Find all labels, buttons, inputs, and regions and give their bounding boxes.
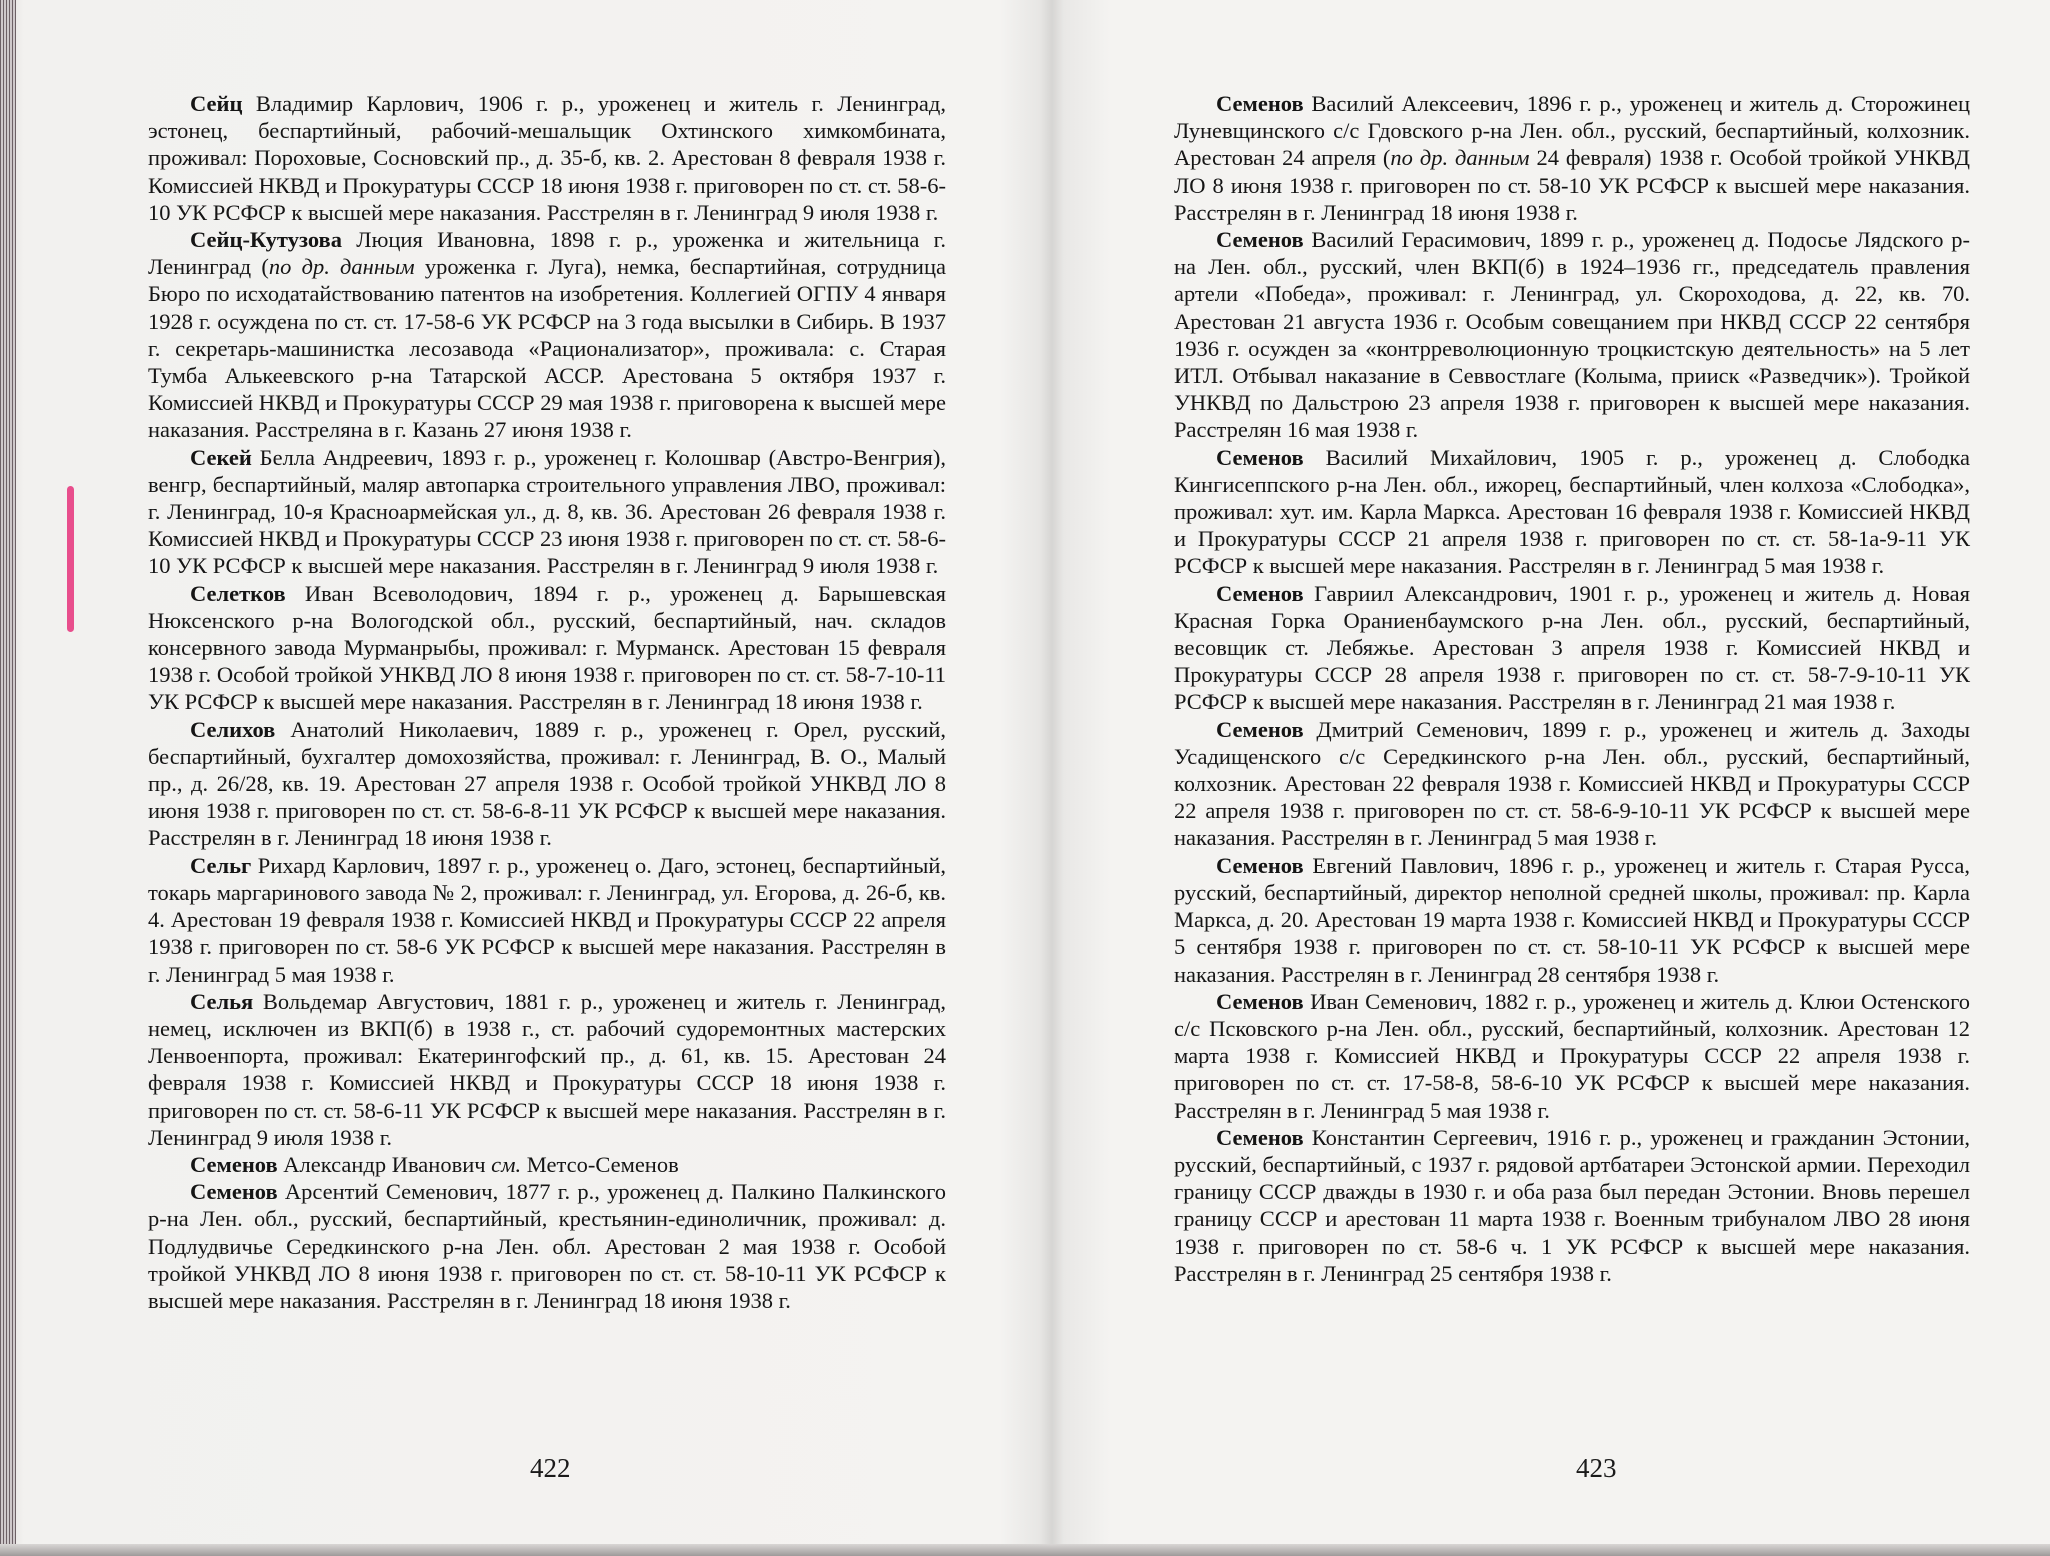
entry-surname: Секей <box>190 444 252 470</box>
entry-italic-note: по др. данным <box>268 254 415 280</box>
biography-entry <box>1174 988 1970 1124</box>
biography-entry <box>148 226 946 444</box>
entry-surname: Семенов <box>190 1151 278 1177</box>
biography-entry <box>148 716 946 852</box>
biography-entry <box>148 1178 946 1314</box>
pink-highlight-mark <box>67 486 74 632</box>
biography-entry <box>1174 226 1970 444</box>
biography-entry <box>148 580 946 716</box>
entry-surname: Семенов <box>1216 580 1304 606</box>
entry-text: Дмитрий Семенович, 1899 г. р., уроженец и житель д. Заходы Усадищенского с/с Середкинского р-на Лен. обл., русский, беспартийный, колхозник. Арестован 22 февраля 1938 г. Комиссией НКВД и Прокуратуры СССР 22 апреля 1938 г. приговорен по ст. ст. 58-6-9-10-11 УК РСФСР к высшей мере наказания. Расстрелян в г. Ленинград 5 мая 1938 г. <box>1174 716 1970 851</box>
entry-surname: Семенов <box>1216 444 1304 470</box>
entry-surname: Сельг <box>190 852 252 878</box>
biography-entry <box>148 852 946 988</box>
biography-entry <box>148 90 946 226</box>
entry-text: Арсентий Семенович, 1877 г. р., уроженец д. Палкино Палкинского р-на Лен. обл., русский, беспартийный, крестьянин-единоличник, проживал: д. Подлудвичье Середкинского р-на Лен. обл. Арестован 2 мая 1938 г. Особой тройкой УНКВД ЛО 8 июня 1938 г. приговорен по ст. ст. 58-10-11 УК РСФСР к высшей мере наказания. Расстрелян в г. Ленинград 18 июня 1938 г. <box>148 1179 946 1313</box>
entry-text: Василий Герасимович, 1899 г. р., уроженец д. Подосье Лядского р-на Лен. обл., русский, член ВКП(б) в 1924–1936 гг., председатель правления артели «Победа», проживал: г. Ленинград, ул. Скороходова, д. 22, кв. 70. Арестован 21 августа 1936 г. Особым совещанием при НКВД СССР 22 сентября 1936 г. осужден за «контрреволюционную троцкистскую деятельность» на 5 лет ИТЛ. Отбывал наказание в Севвостлаге (Колыма, прииск «Разведчик»). Тройкой УНКВД по Дальстрою 23 апреля 1938 г. приговорен к высшей мере наказания. Расстрелян 16 мая 1938 г. <box>1174 227 1970 443</box>
right-page <box>1174 90 1970 1287</box>
entry-italic-note: см. <box>491 1151 522 1177</box>
entry-surname: Селетков <box>190 580 286 606</box>
biography-entry <box>1174 716 1970 852</box>
entry-italic-note: по др. данным <box>1390 145 1530 171</box>
entry-text-continued: уроженка г. Луга), немка, беспартийная, сотрудница Бюро по исходатайствованию патентов на изобретения. Коллегией ОГПУ 4 января 1928 г. осуждена по ст. ст. 17-58-6 УК РСФСР на 3 года высылки в Сибирь. В 1937 г. секретарь-машинистка лесозавода «Рационализатор», проживала: с. Старая Тумба Алькеевского р-на Татарской АССР. Арестована 5 октября 1937 г. Комиссией НКВД и Прокуратуры СССР 29 мая 1938 г. приговорена к высшей мере наказания. Расстреляна в г. Казань 27 июня 1938 г. <box>148 254 946 443</box>
entry-surname: Семенов <box>190 1179 278 1205</box>
entry-surname: Семенов <box>1216 716 1304 742</box>
biography-entry <box>1174 580 1970 716</box>
entry-text-continued: Метсо-Семенов <box>521 1151 679 1177</box>
entry-surname: Сейц <box>190 91 243 116</box>
biography-entry <box>148 988 946 1151</box>
book-page-edges <box>0 0 16 1556</box>
entry-text: Евгений Павлович, 1896 г. р., уроженец и житель г. Старая Русса, русский, беспартийный, директор неполной средней школы, проживал: пр. Карла Маркса, д. 20. Арестован 19 марта 1938 г. Комиссией НКВД и Прокуратуры СССР 5 сентября 1938 г. приговорен по ст. ст. 58-10-11 УК РСФСР к высшей мере наказания. Расстрелян в г. Ленинград 28 сентября 1938 г. <box>1174 852 1970 987</box>
left-page <box>148 90 946 1314</box>
entry-text: Владимир Карлович, 1906 г. р., уроженец и житель г. Ленинград, эстонец, беспартийный, рабочий-мешальщик Охтинского химкомбината, проживал: Пороховые, Сосновский пр., д. 35-б, кв. 2. Арестован 8 февраля 1938 г. Комиссией НКВД и Прокуратуры СССР 18 июня 1938 г. приговорен по ст. ст. 58-6-10 УК РСФСР к высшей мере наказания. Расстрелян в г. Ленинград 9 июля 1938 г. <box>148 91 946 225</box>
entry-text: Люция Ивановна, 1898 г. р., уроженка и жительница г. Ленинград ( <box>148 227 946 280</box>
entry-surname: Селья <box>190 988 254 1014</box>
page-number-right: 423 <box>1576 1453 1617 1483</box>
entry-text: Гавриил Александрович, 1901 г. р., уроженец и житель д. Новая Красная Горка Ораниенбаумского р-на Лен. обл., русский, беспартийный, весовщик ст. Лебяжье. Арестован 3 апреля 1938 г. Комиссией НКВД и Прокуратуры СССР 28 апреля 1938 г. приговорен по ст. ст. 58-7-9-10-11 УК РСФСР к высшей мере наказания. Расстрелян в г. Ленинград 21 мая 1938 г. <box>1174 580 1970 715</box>
entry-text: Вольдемар Августович, 1881 г. р., уроженец и житель г. Ленинград, немец, исключен из ВКП(б) в 1938 г., ст. рабочий судоремонтных мастерских Ленвоенпорта, проживал: Екатерингофский пр., д. 61, кв. 15. Арестован 24 февраля 1938 г. Комиссией НКВД и Прокуратуры СССР 18 июня 1938 г. приговорен по ст. ст. 58-6-11 УК РСФСР к высшей мере наказания. Расстрелян в г. Ленинград 9 июля 1938 г. <box>148 988 946 1150</box>
entry-surname: Семенов <box>1216 852 1304 878</box>
biography-entry <box>148 1151 946 1178</box>
biography-entry <box>1174 444 1970 580</box>
page-number-left: 422 <box>530 1453 571 1483</box>
biography-entry <box>1174 852 1970 988</box>
entry-surname: Семенов <box>1216 227 1304 253</box>
book-bottom-edge <box>0 1544 2050 1556</box>
biography-entry <box>1174 1124 1970 1287</box>
entry-text: Константин Сергеевич, 1916 г. р., уроженец и гражданин Эстонии, русский, беспартийный, с 1937 г. рядовой артбатареи Эстонской армии. Переходил границу СССР дважды в 1930 г. и оба раза был передан Эстонии. Вновь перешел границу СССР и арестован 11 марта 1938 г. Военным трибуналом ЛВО 28 июня 1938 г. приговорен по ст. 58-6 ч. 1 УК РСФСР к высшей мере наказания. Расстрелян в г. Ленинград 25 сентября 1938 г. <box>1174 1124 1970 1286</box>
entry-text: Рихард Карлович, 1897 г. р., уроженец о. Даго, эстонец, беспартийный, токарь маргаринового завода № 2, проживал: г. Ленинград, ул. Егорова, д. 26-б, кв. 4. Арестован 19 февраля 1938 г. Комиссией НКВД и Прокуратуры СССР 22 апреля 1938 г. приговорен по ст. 58-6 УК РСФСР к высшей мере наказания. Расстрелян в г. Ленинград 5 мая 1938 г. <box>148 852 946 987</box>
entry-surname: Семенов <box>1216 988 1304 1014</box>
entry-text: Александр Иванович <box>277 1151 492 1177</box>
biography-entry <box>1174 90 1970 226</box>
entry-text: Анатолий Николаевич, 1889 г. р., уроженец г. Орел, русский, беспартийный, бухгалтер домохозяйства, проживал: г. Ленинград, В. О., Малый пр., д. 26/28, кв. 19. Арестован 27 апреля 1938 г. Особой тройкой УНКВД ЛО 8 июня 1938 г. приговорен по ст. ст. 58-6-8-11 УК РСФСР к высшей мере наказания. Расстрелян в г. Ленинград 18 июня 1938 г. <box>148 716 946 851</box>
entry-surname: Селихов <box>190 716 276 742</box>
entry-text: Белла Андреевич, 1893 г. р., уроженец г. Колошвар (Австро-Венгрия), венгр, беспартийный, маляр автопарка строительного управления ЛВО, проживал: г. Ленинград, 10-я Красноармейская ул., д. 8, кв. 36. Арестован 26 февраля 1938 г. Комиссией НКВД и Прокуратуры СССР 23 июня 1938 г. приговорен по ст. ст. 58-6-10 УК РСФСР к высшей мере наказания. Расстрелян в г. Ленинград 9 июля 1938 г. <box>148 444 946 579</box>
entry-text-continued: 24 февраля) 1938 г. Особой тройкой УНКВД ЛО 8 июня 1938 г. приговорен по ст. 58-10 УК РСФСР к высшей мере наказания. Расстрелян в г. Ленинград 18 июня 1938 г. <box>1174 145 1971 225</box>
entry-surname: Семенов <box>1216 1124 1304 1150</box>
entry-text: Иван Всеволодович, 1894 г. р., уроженец д. Барышевская Нюксенского р-на Вологодской обл., русский, беспартийный, нач. складов консервного завода Мурманрыбы, проживал: г. Мурманск. Арестован 15 февраля 1938 г. Особой тройкой УНКВД ЛО 8 июня 1938 г. приговорен по ст. ст. 58-7-10-11 УК РСФСР к высшей мере наказания. Расстрелян в г. Ленинград 18 июня 1938 г. <box>148 580 946 715</box>
entry-surname: Семенов <box>1216 91 1304 116</box>
biography-entry <box>148 444 946 580</box>
entry-surname: Сейц-Кутузова <box>190 227 342 253</box>
entry-text: Василий Алексеевич, 1896 г. р., уроженец и житель д. Сторожинец Луневщинского с/с Гдовского р-на Лен. обл., русский, беспартийный, колхозник. Арестован 24 апреля ( <box>1174 91 1970 171</box>
entry-text: Василий Михайлович, 1905 г. р., уроженец д. Слободка Кингисеппского р-на Лен. обл., ижорец, беспартийный, член колхоза «Слободка», проживал: хут. им. Карла Маркса. Арестован 16 февраля 1938 г. Комиссией НКВД и Прокуратуры СССР 21 апреля 1938 г. приговорен по ст. ст. 58-1а-9-11 УК РСФСР к высшей мере наказания. Расстрелян в г. Ленинград 5 мая 1938 г. <box>1174 444 1970 579</box>
entry-text: Иван Семенович, 1882 г. р., уроженец и житель д. Клюи Остенского с/с Псковского р-на Лен. обл., русский, беспартийный, колхозник. Арестован 12 марта 1938 г. Комиссией НКВД и Прокуратуры СССР 22 апреля 1938 г. приговорен по ст. ст. 17-58-8, 58-6-10 УК РСФСР к высшей мере наказания. Расстрелян в г. Ленинград 5 мая 1938 г. <box>1174 988 1970 1123</box>
